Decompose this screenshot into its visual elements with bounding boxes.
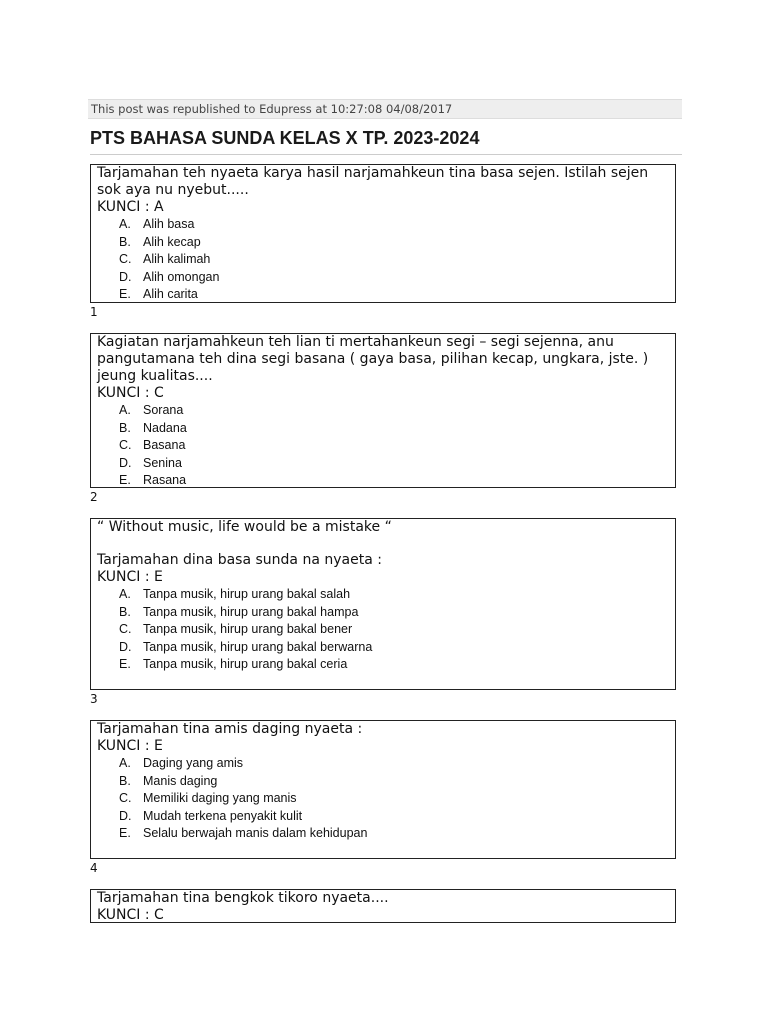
option-d: D. Mudah terkena penyakit kulit	[119, 808, 303, 823]
republish-notice: This post was republished to Edupress at 10:27:08 04/08/2017	[88, 99, 682, 119]
answer-key: KUNCI : C	[97, 385, 164, 401]
option-b: B. Manis daging	[119, 773, 218, 788]
question-box-5	[90, 889, 676, 923]
question-text-line: Tarjamahan dina basa sunda na nyaeta :	[97, 552, 382, 568]
question-number: 3	[90, 692, 98, 706]
option-a: A. Alih basa	[119, 217, 195, 231]
option-c: C. Memiliki daging yang manis	[119, 791, 297, 805]
question-text-line: pangutamana teh dina segi basana ( gaya basa, pilihan kecap, ungkara, jste. )	[97, 351, 649, 367]
question-number: 1	[90, 305, 98, 319]
question-box-1	[90, 164, 676, 303]
option-d: D. Alih omongan	[119, 269, 220, 284]
question-number: 4	[90, 861, 98, 875]
option-e: E. Tanpa musik, hirup urang bakal ceria	[119, 657, 348, 671]
question-box-4	[90, 720, 676, 859]
option-b: B. Nadana	[119, 420, 187, 435]
option-c: C. Alih kalimah	[119, 252, 211, 266]
option-list	[97, 755, 667, 843]
option-a: A. Tanpa musik, hirup urang bakal salah	[119, 587, 351, 601]
page-title: PTS BAHASA SUNDA KELAS X TP. 2023-2024	[90, 127, 682, 155]
question-text-line: Tarjamahan tina amis daging nyaeta :	[97, 721, 363, 737]
option-d: D. Senina	[119, 455, 182, 470]
question-text-line: sok aya nu nyebut.....	[97, 182, 249, 198]
option-list	[97, 586, 667, 674]
option-c: C. Tanpa musik, hirup urang bakal bener	[119, 622, 353, 636]
option-list	[97, 402, 667, 490]
answer-key: KUNCI : E	[97, 738, 163, 754]
option-b: B. Alih kecap	[119, 234, 201, 249]
option-c: C. Basana	[119, 438, 186, 452]
option-e: E. Selalu berwajah manis dalam kehidupan	[119, 826, 368, 840]
option-a: A. Daging yang amis	[119, 756, 244, 770]
option-b: B. Tanpa musik, hirup urang bakal hampa	[119, 604, 359, 619]
question-text-line: jeung kualitas....	[97, 368, 213, 384]
question-text-line: Kagiatan narjamahkeun teh lian ti mertahankeun segi – segi sejenna, anu	[97, 334, 614, 350]
option-list	[97, 216, 667, 304]
question-text-line: Tarjamahan tina bengkok tikoro nyaeta....	[97, 890, 389, 906]
answer-key: KUNCI : E	[97, 569, 163, 585]
option-e: E. Rasana	[119, 473, 187, 487]
question-box-3	[90, 518, 676, 690]
question-box-2	[90, 333, 676, 488]
answer-key: KUNCI : A	[97, 199, 164, 215]
option-a: A. Sorana	[119, 403, 184, 417]
option-d: D. Tanpa musik, hirup urang bakal berwarna	[119, 639, 373, 654]
option-e: E. Alih carita	[119, 287, 198, 301]
question-number: 2	[90, 490, 98, 504]
quote-text: “ Without music, life would be a mistake “	[97, 519, 392, 535]
answer-key: KUNCI : C	[97, 907, 164, 923]
question-text-line: Tarjamahan teh nyaeta karya hasil narjamahkeun tina basa sejen. Istilah sejen	[97, 165, 649, 181]
